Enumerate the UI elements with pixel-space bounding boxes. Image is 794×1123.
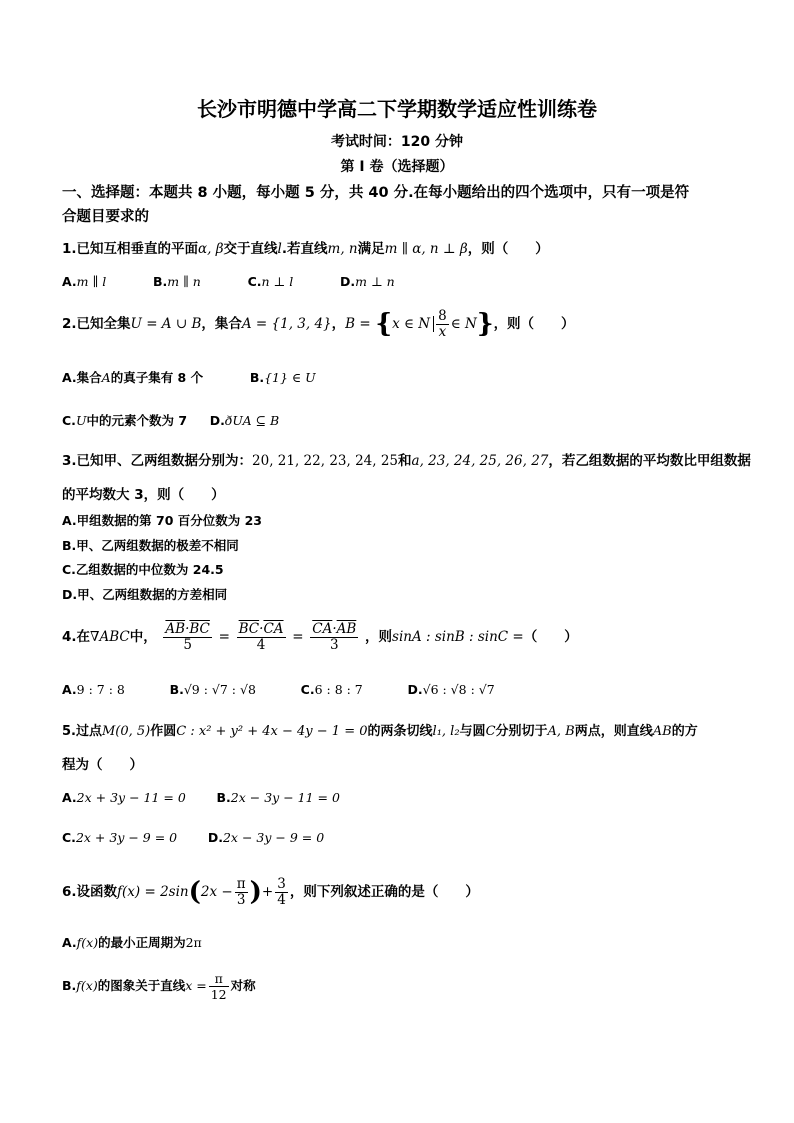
question-2-options-ab (62, 369, 316, 387)
exam-title: 长沙市明德中学高二下学期数学适应性训练卷 (197, 97, 597, 121)
section-instructions-line1: 一、选择题：本题共 8 小题，每小题 5 分，共 40 分.在每小题给出的四个选项中，只有一项是符 (62, 185, 690, 201)
fraction-8-over-x: $\frac{8}{x}$ (438, 307, 447, 340)
option-a: A.m ∥ l (62, 274, 107, 289)
option-b: B.m ∥ n (152, 274, 201, 289)
option-a: A.集合A的真子集有 8 个 (62, 370, 204, 385)
option-c: C.6 : 8 : 7 (300, 682, 363, 697)
option-a: A.9 : 7 : 8 (62, 682, 125, 697)
question-6: 6.设函数f(x) = 2sin(2x − $\frac{\pi}{3}$ )+ $\frac{3}{4}$ ，则下列叙述正确的是（ ） (62, 875, 479, 908)
question-5-line2: 程为（ ） (62, 757, 143, 773)
fraction-bc-ca-over-4: $\frac{\overline{BC}\cdot\overline{CA}}{4}$ (238, 620, 284, 653)
fraction-pi-over-12: $\frac{\pi}{12}$ (210, 971, 227, 1002)
question-1-options (62, 273, 395, 291)
option-c: C.U中的元素个数为 7 (62, 413, 188, 428)
question-6-option-a: A.f(x)的最小正周期为2π (62, 935, 202, 950)
question-5-options-cd (62, 829, 324, 847)
question-3-option-d: D.甲、乙两组数据的方差相同 (62, 587, 228, 602)
exam-time: 考试时间：120 分钟 (330, 134, 464, 150)
option-c: C.n ⊥ l (247, 274, 294, 289)
option-d: D.m ⊥ n (340, 274, 395, 289)
option-d: D.ðUA ⊆ B (209, 413, 280, 428)
question-4: 4.在∇ABC中， $\frac{\overline{AB}\cdot\overline{BC}}{5}$ = $\frac{\overline{BC}\cdot\overline{CA}}{4}$ = $\frac{\overline{CA}\cdot\overline{AB}}{3}$ ，则sinA : sinB : sinC =（ ） (62, 620, 578, 653)
question-3-line2: 的平均数大 3，则（ ） (62, 487, 225, 503)
option-d: D.2x − 3y − 9 = 0 (207, 830, 325, 845)
option-b: B.2x − 3y − 11 = 0 (216, 790, 340, 805)
question-3-option-b: B.甲、乙两组数据的极差不相同 (62, 538, 239, 553)
question-2: 2.已知全集U = A ∪ B，集合A = {1, 3, 4}，B = {x ∈ N $\frac{8}{x}$ ∈ N}，则（ ） (62, 307, 575, 340)
option-a: A.2x + 3y − 11 = 0 (62, 790, 186, 805)
fraction-3-over-4: $\frac{3}{4}$ (277, 875, 286, 908)
question-3: 3.已知甲、乙两组数据分别为：20, 21, 22, 23, 24, 25和a, 23, 24, 25, 26, 27，若乙组数据的平均数比甲组数据 (62, 453, 751, 469)
fraction-pi-over-3: $\frac{\pi}{3}$ (236, 875, 246, 908)
question-3-option-c: C.乙组数据的中位数为 24.5 (62, 562, 224, 577)
question-5: 5.过点M(0, 5)作圆C : x² + y² + 4x − 4y − 1 = 0的两条切线l₁, l₂与圆C分别切于A, B两点，则直线AB的方 (62, 724, 698, 739)
question-5-options-ab (62, 789, 340, 807)
option-b: B.√9 : √7 : √8 (169, 682, 256, 697)
question-3-option-a: A.甲组数据的第 70 百分位数为 23 (62, 513, 263, 528)
question-6-option-b: B.f(x)的图象关于直线x = $\frac{\pi}{12}$ 对称 (62, 971, 256, 1002)
fraction-ca-ab-over-3: $\frac{\overline{CA}\cdot\overline{AB}}{3}$ (312, 620, 357, 653)
option-d: D.√6 : √8 : √7 (407, 682, 495, 697)
volume-heading: 第 I 卷（选择题） (340, 159, 454, 175)
option-b: B.{1} ∈ U (249, 370, 316, 385)
fraction-ab-bc-over-5: $\frac{\overline{AB}\cdot\overline{BC}}{5}$ (165, 620, 210, 653)
question-1: 1.已知互相垂直的平面α, β交于直线l.若直线m, n满足m ∥ α, n ⊥ β，则（ ） (62, 241, 549, 257)
option-c: C.2x + 3y − 9 = 0 (62, 830, 178, 845)
question-2-options-cd (62, 412, 279, 430)
question-4-options (62, 681, 495, 699)
section-instructions-line2: 合题目要求的 (62, 209, 149, 225)
